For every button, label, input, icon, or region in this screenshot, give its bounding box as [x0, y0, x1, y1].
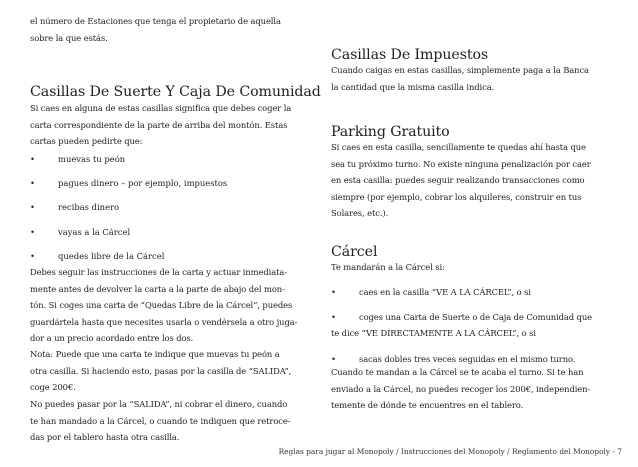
jail-heading: Cárcel	[331, 244, 378, 260]
text-line: Si caes en esta casilla, sencillamente te quedas ahí hasta que	[331, 142, 586, 152]
jail-intro: Te mandarán a la Cárcel si:	[331, 262, 445, 272]
list-item	[30, 248, 316, 265]
text-line: otra casilla. Si haciendo esto, pasas por la casilla de “SALIDA”,	[30, 365, 292, 376]
tax-paragraph	[331, 62, 621, 95]
text-line: siempre (por ejemplo, cobrar los alquileres, construir en tus	[331, 191, 582, 202]
text-line: tón. Si coges una carta de “Quedas Libre de la Cárcel”, puedes	[30, 300, 293, 311]
text-line: guardártela hasta que necesites usarla o vendérsela a otro juga-	[30, 316, 298, 327]
text-line: sea tu próximo turno. No existe ninguna penalización por caer	[331, 158, 591, 169]
chance-heading: Casillas De Suerte Y Caja De Comunidad	[30, 84, 321, 100]
jail-bullet-list	[331, 284, 621, 367]
text-line: coge 200€.	[30, 382, 76, 393]
chance-bullet-list	[30, 151, 316, 264]
text-line: No puedes pasar por la “SALIDA”, ni cobrar el dinero, cuando	[30, 399, 288, 409]
list-item-text: coges una Carta de Suerte o de Caja de Comunidad que	[359, 311, 592, 322]
footer-separator: -	[612, 447, 615, 456]
bullet-icon: •	[30, 154, 35, 164]
list-item	[331, 284, 621, 301]
list-item	[30, 175, 316, 192]
list-item-continuation: te dice “VE DIRECTAMENTE A LA CÁRCEL”, o si	[331, 328, 536, 339]
text-line: te han mandado a la Cárcel, o cuando te indiquen que retroce-	[30, 415, 291, 426]
list-item	[30, 224, 316, 241]
footer-text: Reglas para jugar al Monopoly / Instrucciones del Monopoly / Reglamento del Monopoly	[278, 447, 611, 456]
list-item-text: sacas dobles tres veces seguidas en el mismo turno.	[359, 353, 576, 364]
instructions-paragraph	[30, 264, 320, 347]
bullet-icon: •	[331, 353, 336, 364]
text-line: sobre la que estás.	[30, 32, 108, 43]
parking-paragraph	[331, 139, 621, 222]
list-item-text: muevas tu peón	[58, 154, 126, 164]
list-item-text: pagues dinero – por ejemplo, impuestos	[58, 178, 228, 189]
text-line: Solares, etc.).	[331, 208, 389, 219]
list-item	[30, 151, 316, 168]
text-line: enviado a la Cárcel, no puedes recoger los 200€, independien-	[331, 383, 591, 394]
bullet-icon: •	[30, 202, 35, 213]
text-line: la cantidad que la misma casilla indica.	[331, 81, 495, 92]
page-number: 7	[617, 447, 622, 456]
list-item-text: quedes libre de la Cárcel	[58, 250, 165, 261]
tax-heading: Casillas De Impuestos	[331, 47, 489, 63]
text-line: cartas pueden pedirte que:	[30, 136, 143, 147]
bullet-icon: •	[331, 311, 336, 322]
bullet-icon: •	[331, 287, 336, 297]
list-item	[331, 309, 621, 326]
list-item-text: caes en la casilla “VE A LA CÁRCEL”, o si	[359, 287, 531, 297]
parking-heading: Parking Gratuito	[331, 124, 450, 140]
text-line: el número de Estaciones que tenga el propietario de aquella	[30, 16, 281, 26]
note-paragraph	[30, 346, 320, 396]
bullet-icon: •	[30, 178, 35, 189]
text-line: dor a un precio acordado entre los dos.	[30, 333, 194, 344]
list-item-text: recibas dinero	[58, 202, 120, 213]
list-item	[30, 199, 316, 216]
chance-intro-paragraph	[30, 100, 316, 150]
text-line: carta correspondiente de la parte de arriba del montón. Estas	[30, 119, 288, 130]
text-line: Cuando caigas en estas casillas, simplemente paga a la Banca	[331, 65, 589, 75]
jail-final-paragraph	[331, 364, 621, 414]
text-line: temente de dónde te encuentres en el tablero.	[331, 400, 524, 411]
text-line: Nota: Puede que una carta te indique que muevas tu peón a	[30, 349, 280, 359]
intro-paragraph	[30, 13, 316, 46]
page-footer	[279, 446, 622, 458]
text-line: Si caes en alguna de estas casillas significa que debes coger la	[30, 103, 292, 113]
text-line: Cuando te mandan a la Cárcel se te acaba el turno. Si te han	[331, 367, 584, 377]
text-line: das por el tablero hasta otra casilla.	[30, 432, 180, 443]
text-line: mente antes de devolver la carta a la parte de abajo del mon-	[30, 283, 285, 294]
text-line: en esta casilla: puedes seguir realizando transacciones como	[331, 175, 585, 186]
bullet-icon: •	[30, 226, 35, 237]
bullet-icon: •	[30, 250, 35, 261]
list-item-text: vayas a la Cárcel	[58, 226, 131, 237]
final-paragraph	[30, 396, 320, 446]
text-line: Debes seguir las instrucciones de la carta y actuar inmediata-	[30, 267, 287, 277]
